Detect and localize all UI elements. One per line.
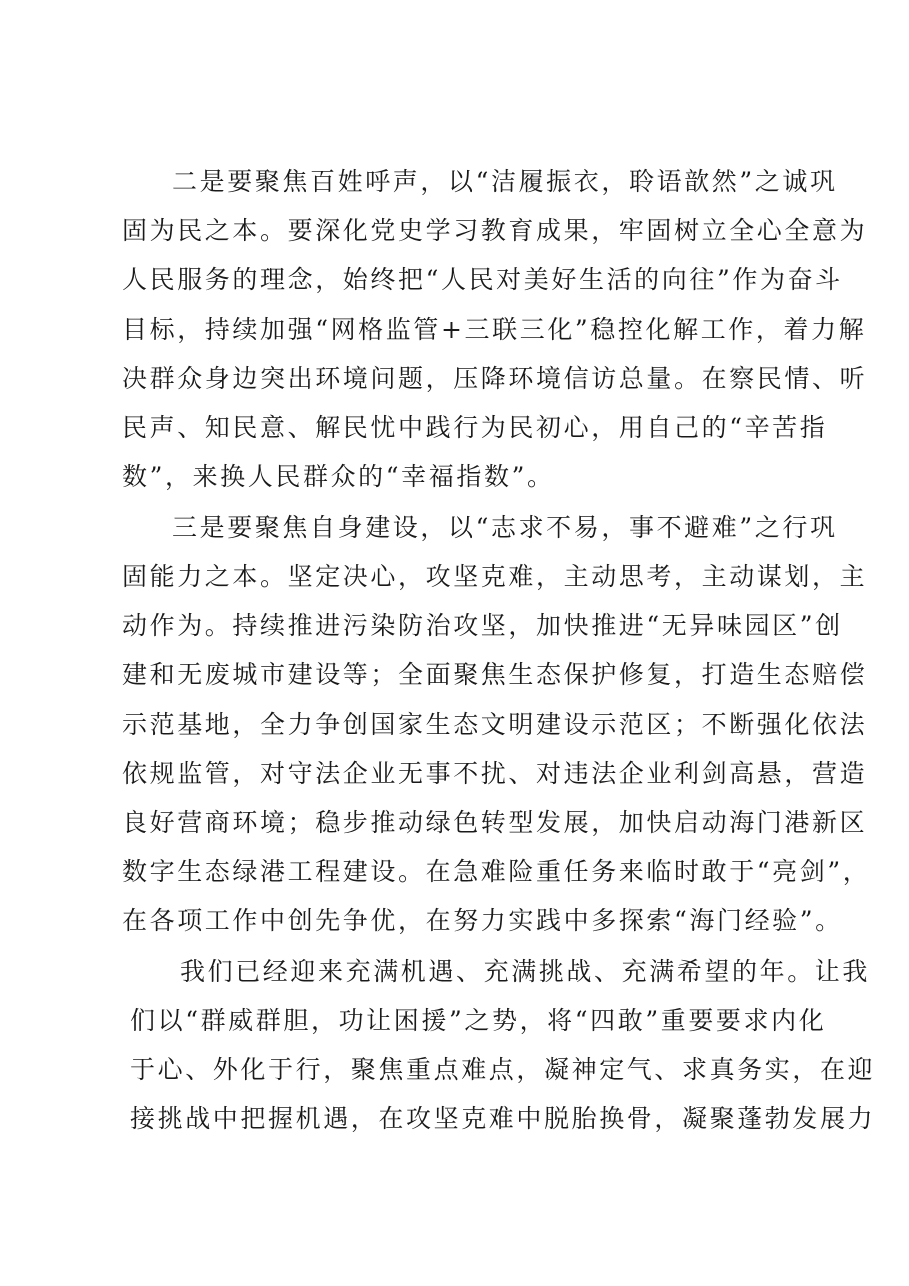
paragraph-2-line-1: 三是要聚焦自身建设，以“志求不易，事不避难”之行巩 [172,513,838,542]
paragraph-2-line-8: 数字生态绿港工程建设。在急难险重任务来临时敢于“亮剑”， [122,857,871,886]
paragraph-3-line-1: 我们已经迎来充满机遇、充满挑战、充满希望的年。让我 [180,957,871,986]
paragraph-2-line-3: 动作为。持续推进污染防治攻坚，加快推进“无异味园区”创 [122,611,843,640]
paragraph-1-line-5: 决群众身边突出环境问题，压降环境信访总量。在察民情、听 [122,364,868,393]
paragraph-1-line-1: 二是要聚焦百姓呼声，以“洁履振衣，聆语歆然”之诚巩 [172,167,838,196]
paragraph-2-line-4: 建和无废城市建设等；全面聚焦生态保护修复，打造生态赔偿 [122,660,868,689]
paragraph-1-line-3: 人民服务的理念，始终把“人民对美好生活的向往”作为奋斗 [122,265,843,294]
paragraph-2-line-7: 良好营商环境；稳步推动绿色转型发展，加快启动海门港新区 [122,808,868,837]
paragraph-1-line-6: 民声、知民意、解民忧中践行为民初心，用自己的“辛苦指 [122,413,828,442]
paragraph-3-line-3: 于心、外化于行，聚焦重点难点，凝神定气、求真务实，在迎 [130,1055,876,1084]
paragraph-1-line-4: 目标，持续加强“网格监管+三联三化”稳控化解工作，着力解 [122,315,867,344]
paragraph-2-line-5: 示范基地，全力争创国家生态文明建设示范区；不断强化依法 [122,710,868,739]
paragraph-2-line-9: 在各项工作中创先争优，在努力实践中多探索“海门经验”。 [122,906,843,935]
paragraph-3-line-2: 们以“群威群胆，功让困援”之势，将“四敢”重要要求内化 [130,1006,827,1035]
paragraph-2-line-2: 固能力之本。坚定决心，攻坚克难，主动思考，主动谋划，主 [122,562,868,591]
paragraph-3-line-4: 接挑战中把握机遇，在攻坚克难中脱胎换骨，凝聚蓬勃发展力 [130,1104,876,1133]
paragraph-2-line-6: 依规监管，对守法企业无事不扰、对违法企业利剑高悬，营造 [122,759,868,788]
paragraph-1-line-7: 数”，来换人民群众的“幸福指数”。 [122,462,555,491]
paragraph-1-line-2: 固为民之本。要深化党史学习教育成果，牢固树立全心全意为 [122,216,868,245]
